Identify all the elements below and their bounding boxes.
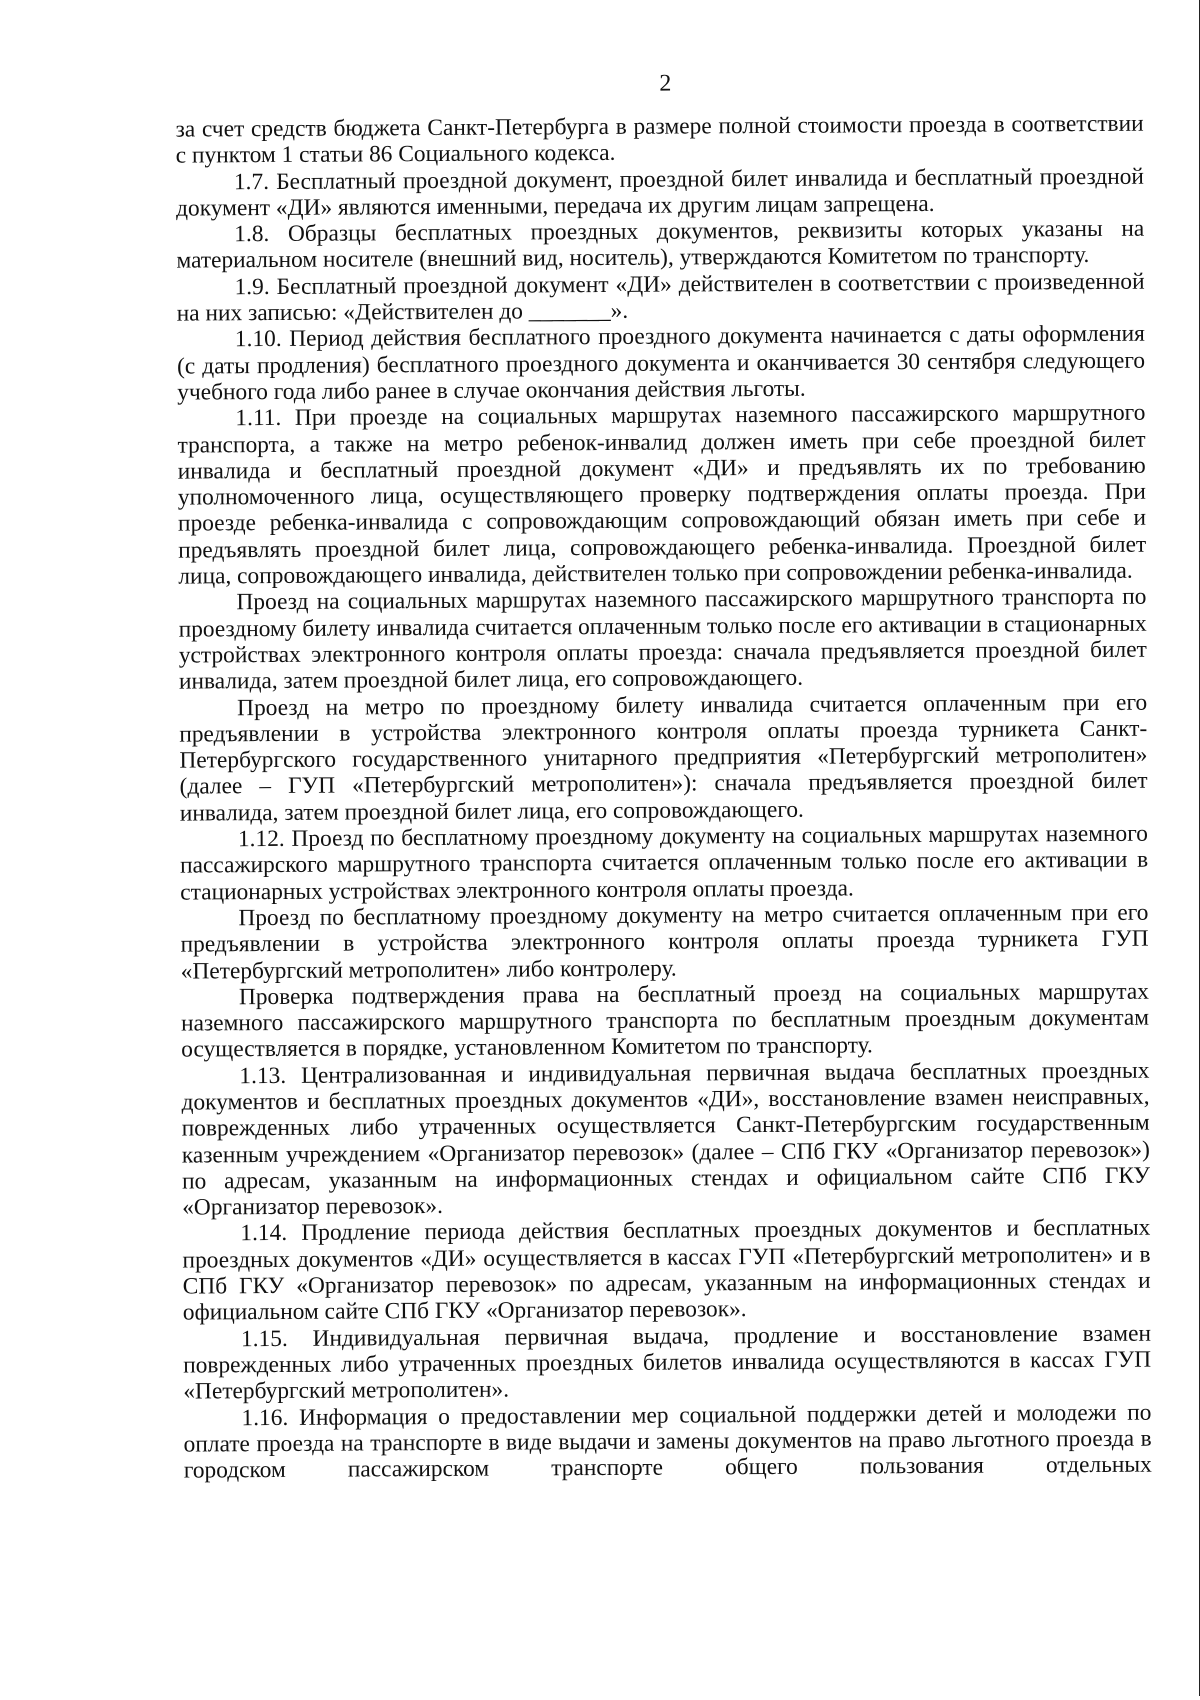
paragraph-metro-free-document: Проезд по бесплатному проездному документу на метро считается оплаченным при его предъявлении в устройства электронного контроля оплаты проезда турникета ГУП «Петербургский метрополитен» либо контролеру. xyxy=(180,899,1149,985)
paragraph-metro-disabled-ticket: Проезд на метро по проездному билету инвалида считается оплаченным при его предъявлении в устройства электронного контроля оплаты проезда турникета Санкт-Петербургского государственного унитарного предприятия «Петербургский метрополитен» (далее – ГУП «Петербургский метрополитен»): сначала предъявляется проездной билет инвалида, затем проездной билет лица, его сопровождающего. xyxy=(179,689,1148,827)
paragraph-1-9: 1.9. Бесплатный проездной документ «ДИ» действителен в соответствии с произведенной на них записью: «Действителен до _______». xyxy=(176,268,1145,327)
paragraph-1-11: 1.11. При проезде на социальных маршрутах наземного пассажирского маршрутного транспорта, а также на метро ребенок-инвалид должен иметь при себе проездной билет инвалида и бесплатный проездной документ «ДИ» и предъявлять их по требованию уполномоченного лица, осуществляющего проверку подтверждения оплаты проезда. При проезде ребенка-инвалида с сопровождающим сопровождающий обязан иметь при себе и предъявлять проездной билет лица, сопровождающего ребенка-инвалида. Проездной билет лица, сопровождающего инвалида, действителен только при сопровождении ребенка-инвалида. xyxy=(177,399,1147,590)
paragraph-1-13: 1.13. Централизованная и индивидуальная первичная выдача бесплатных проездных документов и бесплатных проездных документов «ДИ», восстановление взамен неисправных, поврежденных либо утраченных осуществляется Санкт-Петербургским государственным казенным учреждением «Организатор перевозок» (далее – СПб ГКУ «Организатор перевозок») по адресам, указанным на информационных стендах и официальном сайте СПб ГКУ «Организатор перевозок». xyxy=(181,1057,1151,1221)
document-body xyxy=(176,111,1152,1484)
paragraph-1-8: 1.8. Образцы бесплатных проездных документов, реквизиты которых указаны на материальном носителе (внешний вид, носитель), утверждаются Комитетом по транспорту. xyxy=(176,215,1145,275)
paragraph-1-14: 1.14. Продление периода действия бесплатных проездных документов и бесплатных проездных документов «ДИ» осуществляется в кассах ГУП «Петербургский метрополитен» и в СПб ГКУ «Организатор перевозок» по адресам, указанным на информационных стендах и официальном сайте СПб ГКУ «Организатор перевозок». xyxy=(182,1215,1151,1326)
paragraph-1-15: 1.15. Индивидуальная первичная выдача, продление и восстановление взамен поврежденных либо утраченных проездных билетов инвалида осуществляются в кассах ГУП «Петербургский метрополитен». xyxy=(183,1320,1152,1405)
paragraph-ground-transport-disabled-ticket: Проезд на социальных маршрутах наземного пассажирского маршрутного транспорта по проездному билету инвалида считается оплаченным только после его активации в стационарных устройствах электронного контроля оплаты проезда: сначала предъявляется проездной билет инвалида, затем проездной билет лица, его сопровождающего. xyxy=(178,584,1147,695)
page-number: 2 xyxy=(659,70,672,97)
paragraph-1-10: 1.10. Период действия бесплатного проездного документа начинается с даты оформления (с даты продления) бесплатного проездного документа и оканчивается 30 сентября следующего учебного года либо ранее в случае окончания действия льготы. xyxy=(176,321,1146,406)
paragraph-1-16: 1.16. Информация о предоставлении мер социальной поддержки детей и молодежи по оплате проезда на транспорте в виде выдачи и замены документов на право льготного проезда в городском пассажирском транспорте общего пользования отдельных xyxy=(183,1399,1152,1484)
paragraph-1-12: 1.12. Проезд по бесплатному проездному документу на социальных маршрутах наземного пассажирского маршрутного транспорта считается оплаченным только после его активации в стационарных устройствах электронного контроля оплаты проезда. xyxy=(180,820,1149,906)
paragraph-1-6-continuation: за счет средств бюджета Санкт-Петербурга в размере полной стоимости проезда в соответствии с пунктом 1 статьи 86 Социального кодекса. xyxy=(175,110,1144,169)
paragraph-verification: Проверка подтверждения права на бесплатный проезд на социальных маршрутах наземного пассажирского маршрутного транспорта по бесплатным проездным документам осуществляется в порядке, установленном Комитетом по транспорту. xyxy=(180,978,1150,1063)
paragraph-1-7: 1.7. Бесплатный проездной документ, проездной билет инвалида и бесплатный проездной документ «ДИ» являются именными, передача их другим лицам запрещена. xyxy=(176,163,1144,222)
